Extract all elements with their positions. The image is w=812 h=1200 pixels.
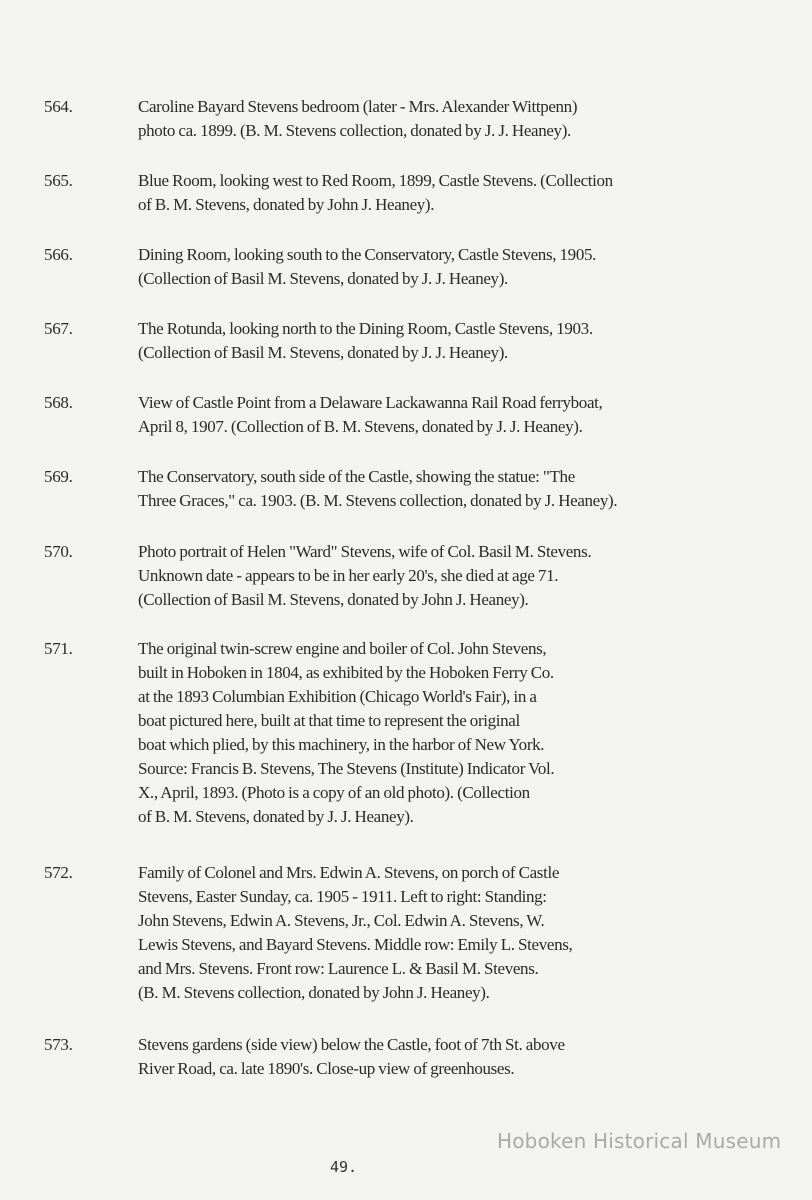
entry-line: Blue Room, looking west to Red Room, 1899, Castle Stevens. (Collection — [138, 171, 613, 190]
entry-number: 572. — [44, 863, 73, 882]
entry-description — [138, 243, 658, 291]
entry-line: at the 1893 Columbian Exhibition (Chicago World's Fair), in a — [138, 687, 537, 706]
entry-line: and Mrs. Stevens. Front row: Laurence L. & Basil M. Stevens. — [138, 959, 539, 978]
entry-line: (Collection of Basil M. Stevens, donated by J. J. Heaney). — [138, 343, 508, 362]
entry-number: 570. — [44, 542, 73, 561]
entry-description — [138, 169, 658, 217]
entry-number: 571. — [44, 639, 73, 658]
entry-line: The Rotunda, looking north to the Dining Room, Castle Stevens, 1903. — [138, 319, 593, 338]
entry-line: (Collection of Basil M. Stevens, donated by John J. Heaney). — [138, 590, 529, 609]
entry-line: built in Hoboken in 1804, as exhibited by the Hoboken Ferry Co. — [138, 663, 554, 682]
entry-line: Stevens, Easter Sunday, ca. 1905 - 1911. Left to right: Standing: — [138, 887, 547, 906]
entry-description — [138, 391, 658, 439]
entry-line: April 8, 1907. (Collection of B. M. Stevens, donated by J. J. Heaney). — [138, 417, 583, 436]
entry-line: Three Graces," ca. 1903. (B. M. Stevens collection, donated by J. Heaney). — [138, 491, 618, 510]
entry-description — [138, 637, 658, 829]
entry-line: Photo portrait of Helen "Ward" Stevens, wife of Col. Basil M. Stevens. — [138, 542, 592, 561]
entry-line: boat pictured here, built at that time to represent the original — [138, 711, 520, 730]
entry-line: (B. M. Stevens collection, donated by John J. Heaney). — [138, 983, 490, 1002]
entry-description — [138, 540, 658, 612]
entry-number: 564. — [44, 97, 73, 116]
entry-line: The Conservatory, south side of the Castle, showing the statue: "The — [138, 467, 575, 486]
entry-description — [138, 861, 658, 1005]
entry-line: View of Castle Point from a Delaware Lackawanna Rail Road ferryboat, — [138, 393, 603, 412]
entry-description — [138, 317, 658, 365]
entry-line: Family of Colonel and Mrs. Edwin A. Stevens, on porch of Castle — [138, 863, 560, 882]
entry-line: Stevens gardens (side view) below the Castle, foot of 7th St. above — [138, 1035, 565, 1054]
entry-number: 569. — [44, 467, 73, 486]
entry-line: boat which plied, by this machinery, in the harbor of New York. — [138, 735, 545, 754]
entry-line: John Stevens, Edwin A. Stevens, Jr., Col. Edwin A. Stevens, W. — [138, 911, 545, 930]
entry-description — [138, 465, 658, 513]
entry-line: of B. M. Stevens, donated by John J. Heaney). — [138, 195, 435, 214]
museum-watermark: Hoboken Historical Museum — [497, 1129, 782, 1153]
entry-number: 567. — [44, 319, 73, 338]
entry-line: Unknown date - appears to be in her early 20's, she died at age 71. — [138, 566, 559, 585]
entry-number: 566. — [44, 245, 73, 264]
entry-line: Caroline Bayard Stevens bedroom (later - Mrs. Alexander Wittpenn) — [138, 97, 578, 116]
entry-line: X., April, 1893. (Photo is a copy of an old photo). (Collection — [138, 783, 530, 802]
entry-number: 573. — [44, 1035, 73, 1054]
entry-description — [138, 1033, 658, 1081]
entry-line: The original twin-screw engine and boiler of Col. John Stevens, — [138, 639, 547, 658]
entry-line: River Road, ca. late 1890's. Close-up view of greenhouses. — [138, 1059, 515, 1078]
entry-line: (Collection of Basil M. Stevens, donated by J. J. Heaney). — [138, 269, 508, 288]
entry-line: of B. M. Stevens, donated by J. J. Heaney). — [138, 807, 414, 826]
entry-line: Dining Room, looking south to the Conservatory, Castle Stevens, 1905. — [138, 245, 597, 264]
entry-line: Lewis Stevens, and Bayard Stevens. Middle row: Emily L. Stevens, — [138, 935, 573, 954]
page-number: 49. — [330, 1158, 358, 1176]
entry-number: 568. — [44, 393, 73, 412]
entry-line: photo ca. 1899. (B. M. Stevens collection, donated by J. J. Heaney). — [138, 121, 571, 140]
entry-line: Source: Francis B. Stevens, The Stevens (Institute) Indicator Vol. — [138, 759, 555, 778]
entry-number: 565. — [44, 171, 73, 190]
entry-description — [138, 95, 658, 143]
